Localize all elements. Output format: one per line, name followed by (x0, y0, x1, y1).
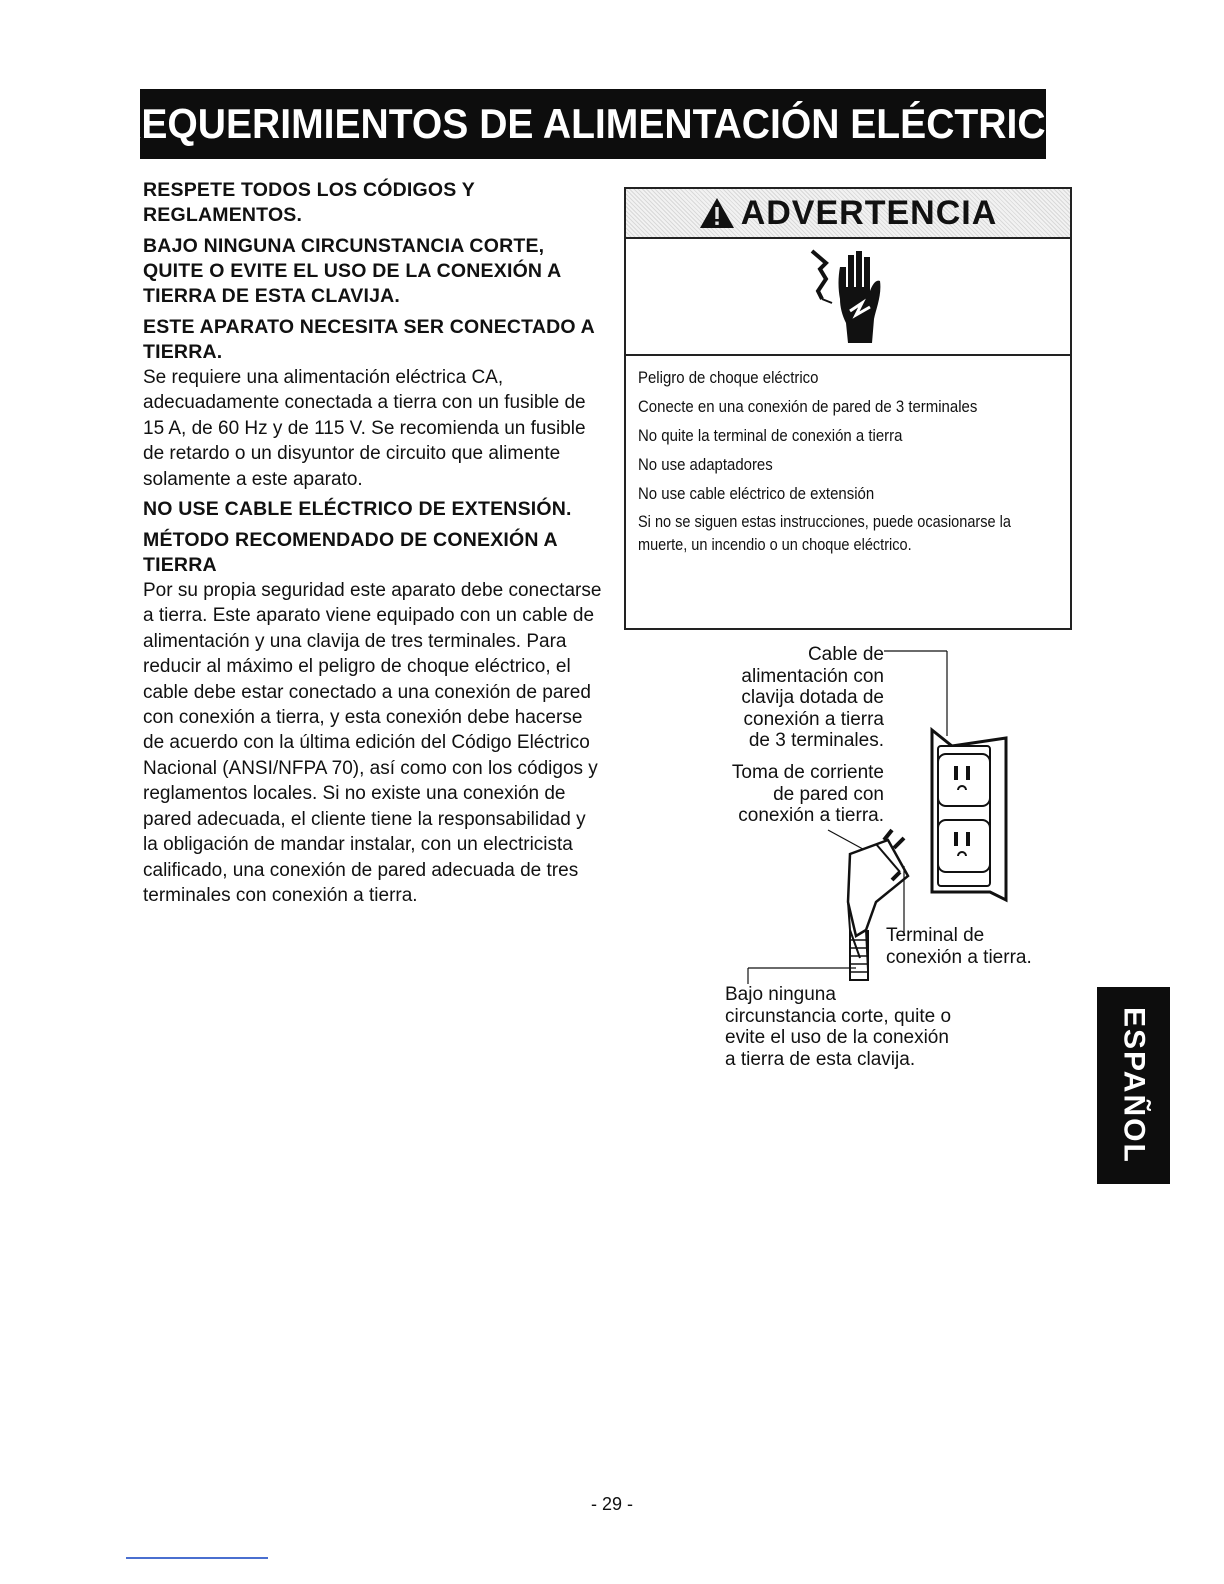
label-line: conexión a tierra. (738, 805, 884, 826)
heading-never-remove-ground: BAJO NINGUNA CIRCUNSTANCIA CORTE, QUITE O EVITE EL USO DE LA CONEXIÓN A TIERRA DE ESTA CLAVIJA. (143, 235, 561, 307)
label-line: conexión a tierra. (886, 946, 1032, 968)
warning-triangle-icon (699, 197, 735, 229)
warning-box (624, 187, 1072, 630)
label-line: Toma de corriente (731, 762, 884, 783)
language-tab-label: ESPAÑOL (1117, 1007, 1151, 1164)
label-line: a tierra de esta clavija. (725, 1048, 916, 1070)
label-line: circunstancia corte, quite o (725, 1005, 952, 1027)
label-never-remove (725, 984, 951, 1070)
warning-line: No use cable eléctrico de extensión (638, 484, 875, 503)
label-line: Cable de (807, 644, 884, 665)
label-line: evite el uso de la conexión (725, 1027, 949, 1048)
label-line: alimentación con (741, 665, 884, 687)
page-number: - 29 - (590, 1494, 633, 1514)
warning-header (626, 189, 1070, 239)
warning-line: Conecte en una conexión de pared de 3 terminales (638, 397, 978, 416)
label-line: conexión a tierra (743, 708, 884, 730)
electric-shock-hand-icon (790, 239, 910, 354)
label-line: de pared con (773, 783, 884, 805)
paragraph-grounding: Por su propia seguridad este aparato debe conectarse a tierra. Este aparato viene equipado con un cable de alimentación y una clavija de tres terminales. Para reducir al máximo el peligro de choque eléctrico, el cable debe estar conectado a una conexión de pared con conexión a tierra, y esta conexión debe hacerse de acuerdo con la última edición del Código Eléctrico Nacional (ANSI/NFPA 70), así como con los códigos y reglamentos locales. Si no existe una conexión de pared adecuada, el cliente tiene la responsabilidad y la obligación de mandar instalar, con un electricista calificado, una conexión de pared adecuada de tres terminales con conexión a tierra. (143, 580, 602, 906)
label-line: clavija dotada de (741, 687, 884, 708)
language-tab (1097, 987, 1170, 1184)
label-line: Terminal de (886, 925, 985, 946)
warning-icon-area (626, 239, 1070, 356)
label-power-cord (700, 644, 884, 752)
heading-no-extension: NO USE CABLE ELÉCTRICO DE EXTENSIÓN. (143, 498, 572, 521)
warning-line: Peligro de choque eléctrico (638, 368, 819, 387)
warning-line: No quite la terminal de conexión a tierra (638, 426, 903, 445)
paragraph-power-supply: Se requiere una alimentación eléctrica CA, adecuadamente conectada a tierra con un fusible de 15 A, de 60 Hz y de 115 V. Se recomienda un fusible de retardo o un disyuntor de circuito que alimente solamente a este aparato. (143, 367, 586, 490)
left-column (143, 178, 603, 913)
warning-consequence: Si no se siguen estas instrucciones, puede ocasionarse la muerte, un incendio o un choque eléctrico. (638, 513, 1011, 554)
label-ground-terminal (886, 925, 1032, 968)
page-title: REQUERIMIENTOS DE ALIMENTACIÓN ELÉCTRICA (112, 100, 1074, 147)
warning-instructions (626, 356, 1070, 557)
title-bar (112, 89, 1074, 159)
warning-line: No use adaptadores (638, 455, 773, 474)
grounding-diagram (700, 640, 1100, 1080)
warning-title: ADVERTENCIA (740, 193, 998, 232)
label-line: de 3 terminales. (748, 730, 884, 751)
heading-codes: RESPETE TODOS LOS CÓDIGOS Y REGLAMENTOS. (143, 179, 475, 226)
footer-divider (126, 1557, 268, 1559)
heading-must-ground: ESTE APARATO NECESITA SER CONECTADO A TIERRA. (143, 316, 595, 363)
label-line: Bajo ninguna (725, 984, 836, 1005)
label-wall-outlet (700, 762, 884, 827)
heading-grounding-method: MÉTODO RECOMENDADO DE CONEXIÓN A TIERRA (143, 529, 558, 577)
